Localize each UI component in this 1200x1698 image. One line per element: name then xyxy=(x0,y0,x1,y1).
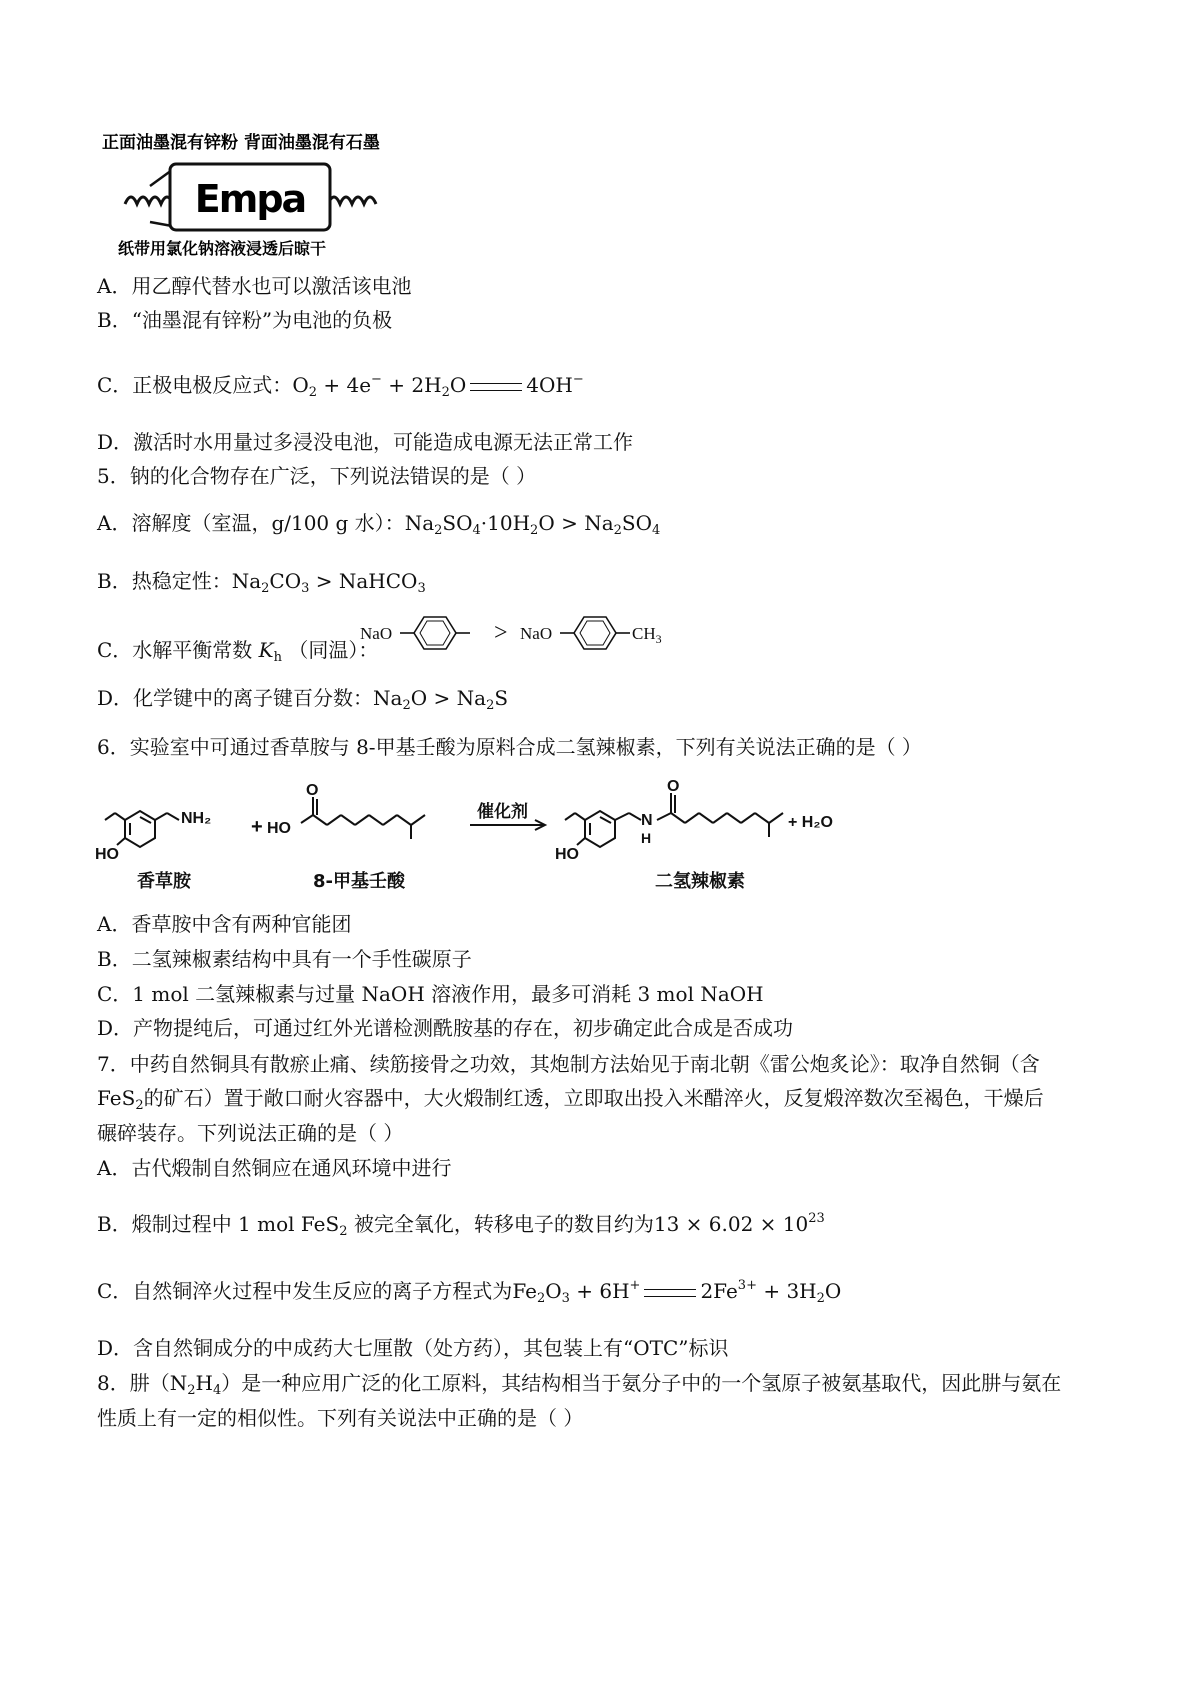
q6-option-c: C．1 mol 二氢辣椒素与过量 NaOH 溶液作用，最多可消耗 3 mol NaOH xyxy=(97,982,764,1006)
q8-stem-line1: 8．肼$(N_2H_4)$是一种应用广泛的化工原料，其结构相当于氨分子中的一个氢原子被氨基取代，因此肼与氨在 xyxy=(97,1371,1062,1398)
reactant2-name: 8-甲基壬酸 xyxy=(313,871,405,892)
svg-text:HO: HO xyxy=(267,820,291,837)
svg-text:O: O xyxy=(306,782,319,799)
right-coil xyxy=(328,197,376,204)
product-name: 二氢辣椒素 xyxy=(655,871,745,892)
q5-option-c-structures xyxy=(360,612,670,656)
q6-option-d: D．产物提纯后，可通过红外光谱检测酰胺基的存在，初步确定此合成是否成功 xyxy=(97,1016,794,1040)
svg-text:N: N xyxy=(641,812,653,829)
q6-stem: 6．实验室中可通过香草胺与 8-甲基壬酸为原料合成二氢辣椒素，下列有关说法正确的是（ ） xyxy=(97,735,922,759)
svg-text:NaO: NaO xyxy=(360,624,393,643)
q7-stem-line2: FeS$_2$的矿石）置于敞口耐火容器中，大火煅制红透，立即取出投入米醋淬火，反复煅淬数次至褐色，干燥后 xyxy=(97,1086,1044,1113)
svg-text:HO: HO xyxy=(95,846,119,863)
scheme-plus-sign: + xyxy=(251,816,263,838)
q5-option-c: C．水解平衡常数 $K_h$ （同温）： xyxy=(97,638,379,665)
svg-text:NH₂: NH₂ xyxy=(181,810,212,827)
q4-option-c: C．正极电极反应式：$O_2 + 4e^- + 2H_2O$ 4OH− xyxy=(97,372,584,400)
q7-option-b: B．煅制过程中 1 mol FeS$_2$ 被完全氧化，转移电子的数目约为$13 \times 6.02 \times 10^{23}$ xyxy=(97,1211,825,1239)
svg-text:HO: HO xyxy=(555,846,579,863)
q7-option-c: C．自然铜淬火过程中发生反应的离子方程式为$Fe_2O_3 + 6H^+$ $2Fe^{3+} + 3H_2O$ xyxy=(97,1278,842,1306)
q6-reaction-scheme xyxy=(95,775,955,895)
svg-text:H: H xyxy=(641,830,652,846)
q4-option-c-label: C．正极电极反应式： xyxy=(97,373,293,397)
q7-stem-line3: 碾碎装存。下列说法正确的是（ ） xyxy=(97,1121,404,1145)
svg-text:>: > xyxy=(494,620,508,646)
paper-battery-figure xyxy=(100,126,430,266)
empa-logo: Empa xyxy=(194,177,306,221)
battery-label-bottom: 纸带用氯化钠溶液浸透后晾干 xyxy=(118,239,327,258)
q8-stem-line2: 性质上有一定的相似性。下列有关说法中正确的是（ ） xyxy=(97,1406,584,1430)
q5-option-a: A．溶解度（室温，g/100 g 水）：$Na_2SO_4\cdot 10H_2O > Na_2SO_4$ xyxy=(97,511,661,538)
svg-text:O: O xyxy=(667,778,680,795)
q7-option-d: D．含自然铜成分的中成药大七厘散（处方药），其包装上有“OTC”标识 xyxy=(97,1336,729,1360)
reactant1-name: 香草胺 xyxy=(137,871,191,892)
svg-text:NaO: NaO xyxy=(520,624,553,643)
q6-option-b: B．二氢辣椒素结构中具有一个手性碳原子 xyxy=(97,947,472,971)
q7-stem-line1: 7．中药自然铜具有散瘀止痛、续筋接骨之功效，其炮制方法始见于南北朝《雷公炮炙论》：取净自然铜（含 xyxy=(97,1052,1040,1076)
q7-option-a: A．古代煅制自然铜应在通风环境中进行 xyxy=(97,1156,452,1180)
q4-option-b: B．“油墨混有锌粉”为电池的负极 xyxy=(97,308,393,332)
battery-label-top: 正面油墨混有锌粉 背面油墨混有石墨 xyxy=(102,133,380,153)
q4-option-d: D．激活时水用量过多浸没电池，可能造成电源无法正常工作 xyxy=(97,430,634,454)
q5-stem: 5．钠的化合物存在广泛，下列说法错误的是（ ） xyxy=(97,464,537,488)
q6-option-a: A．香草胺中含有两种官能团 xyxy=(97,912,352,936)
q5-option-d: D．化学键中的离子键百分数：$Na_2O > Na_2S$ xyxy=(97,686,509,713)
scheme-catalyst-label: 催化剂 xyxy=(477,802,528,822)
svg-text:CH3: $CH_3$ xyxy=(632,624,662,646)
left-coil xyxy=(125,197,173,204)
q4-option-a: A．用乙醇代替水也可以激活该电池 xyxy=(97,274,412,298)
q5-option-b: B．热稳定性：$Na_2CO_3$ > NaHCO$_3$ xyxy=(97,569,426,596)
svg-text:+ H₂O: + H₂O xyxy=(788,814,833,831)
